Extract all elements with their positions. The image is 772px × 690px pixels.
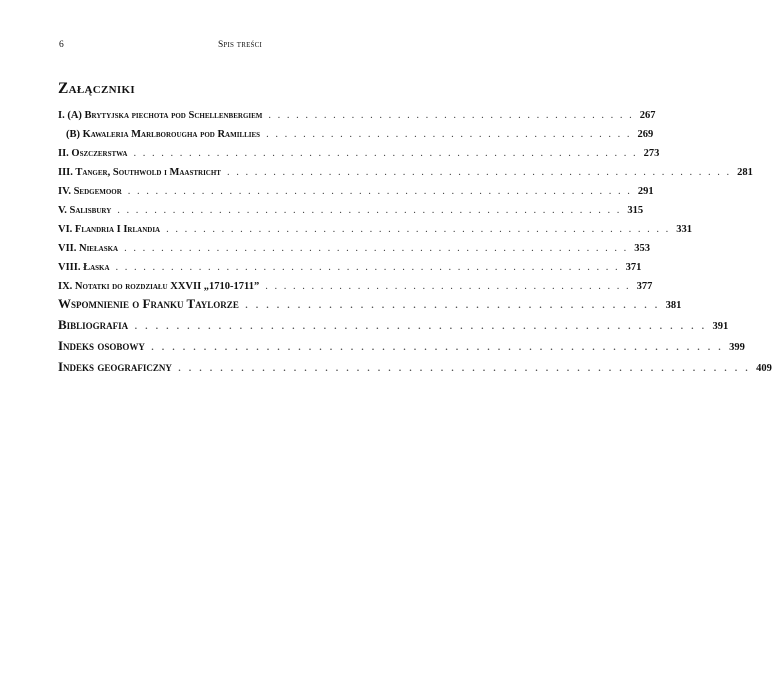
dot-leader: . . . . . . . . . . . . . . . . . . . . . . . . . . . . . . . . . . . . . . . . . . . . . . . . . . . . . . . xyxy=(166,224,671,235)
toc-entry-page: 315 xyxy=(627,205,644,216)
page-number: 6 xyxy=(59,40,64,50)
toc-main-entry xyxy=(58,338,745,359)
appendix-list xyxy=(58,110,753,300)
dot-leader: . . . . . . . . . . . . . . . . . . . . . . . . . . . . . . . . . . . . . . . . xyxy=(244,296,660,311)
toc-entry xyxy=(58,129,654,148)
toc-entry-label: VIII. Łaska xyxy=(58,262,110,273)
toc-entry-label: IX. Notatki do rozdziału XXVII „1710-1711” xyxy=(58,281,260,292)
toc-main-entry xyxy=(58,317,729,338)
toc-entry-page: 331 xyxy=(676,224,692,235)
toc-entry-label: VII. Niełaska xyxy=(58,243,119,254)
toc-entry-page: 267 xyxy=(639,110,656,121)
toc-entry xyxy=(58,224,692,243)
dot-leader: . . . . . . . . . . . . . . . . . . . . . . . . . . . . . . . . . . . . . . . . . . . . . . . . . . . . . . . xyxy=(177,359,751,374)
toc-main-entry-page: 391 xyxy=(712,321,729,332)
toc-entry-page: 353 xyxy=(634,243,650,254)
dot-leader: . . . . . . . . . . . . . . . . . . . . . . . . . . . . . . . . . . . . . . . . . . . . . . . . . . . . . . . xyxy=(115,262,620,273)
toc-entry xyxy=(58,148,660,167)
toc-entry-page: 291 xyxy=(637,186,654,197)
toc-main-entry-label: Wspomnienie o Franku Taylorze xyxy=(58,296,239,311)
main-entries-list xyxy=(58,296,772,380)
toc-main-entry xyxy=(58,359,772,380)
dot-leader: . . . . . . . . . . . . . . . . . . . . . . . . . . . . . . . . . . . . . . . . . . . . . . . . . . . . . . . xyxy=(127,186,632,197)
dot-leader: . . . . . . . . . . . . . . . . . . . . . . . . . . . . . . . . . . . . . . . . xyxy=(265,281,631,292)
toc-main-entry-label: Bibliografia xyxy=(58,317,129,332)
toc-main-entry xyxy=(58,296,682,317)
toc-entry-label: V. Salisbury xyxy=(58,205,112,216)
toc-entry-label: II. Oszczerstwa xyxy=(58,148,128,159)
dot-leader: . . . . . . . . . . . . . . . . . . . . . . . . . . . . . . . . . . . . . . . . . . . . . . . . . . . . . . . xyxy=(117,205,622,216)
toc-main-entry-page: 409 xyxy=(756,363,772,374)
toc-entry xyxy=(58,110,656,129)
toc-entry xyxy=(58,186,654,205)
toc-entry-page: 377 xyxy=(636,281,653,292)
toc-entry-page: 371 xyxy=(625,262,642,273)
dot-leader: . . . . . . . . . . . . . . . . . . . . . . . . . . . . . . . . . . . . . . . . xyxy=(266,129,632,140)
toc-main-entry-label: Indeks geograficzny xyxy=(58,359,172,374)
toc-entry xyxy=(58,262,642,281)
dot-leader: . . . . . . . . . . . . . . . . . . . . . . . . . . . . . . . . . . . . . . . . xyxy=(268,110,634,121)
dot-leader: . . . . . . . . . . . . . . . . . . . . . . . . . . . . . . . . . . . . . . . . . . . . . . . . . . . . . . . xyxy=(226,167,732,178)
toc-entry-label: III. Tanger, Southwold i Maastricht xyxy=(58,167,221,178)
dot-leader: . . . . . . . . . . . . . . . . . . . . . . . . . . . . . . . . . . . . . . . . . . . . . . . . . . . . . . . xyxy=(133,148,638,159)
running-title: Spis treści xyxy=(217,40,263,50)
section-title: Załączniki xyxy=(58,80,135,97)
toc-entry-page: 281 xyxy=(737,167,753,178)
dot-leader: . . . . . . . . . . . . . . . . . . . . . . . . . . . . . . . . . . . . . . . . . . . . . . . . . . . . . . . xyxy=(124,243,629,254)
dot-leader: . . . . . . . . . . . . . . . . . . . . . . . . . . . . . . . . . . . . . . . . . . . . . . . . . . . . . . . xyxy=(150,338,724,353)
toc-entry-label: (B) Kawaleria Marlborougha pod Ramillies xyxy=(66,129,261,140)
toc-entry-page: 269 xyxy=(637,129,654,140)
toc-entry xyxy=(58,243,650,262)
running-header xyxy=(56,40,424,54)
toc-entry-page: 273 xyxy=(643,148,660,159)
toc-entry xyxy=(58,205,644,224)
toc-main-entry-label: Indeks osobowy xyxy=(58,338,145,353)
toc-main-entry-page: 381 xyxy=(665,300,682,311)
toc-entry xyxy=(58,167,753,186)
dot-leader: . . . . . . . . . . . . . . . . . . . . . . . . . . . . . . . . . . . . . . . . . . . . . . . . . . . . . . . xyxy=(134,317,707,332)
toc-entry-label: IV. Sedgemoor xyxy=(58,186,122,197)
toc-entry-label: VI. Flandria I Irlandia xyxy=(58,224,161,235)
toc-entry-label: I. (A) Brytyjska piechota pod Schellenbergiem xyxy=(58,110,263,121)
toc-main-entry-page: 399 xyxy=(729,342,745,353)
